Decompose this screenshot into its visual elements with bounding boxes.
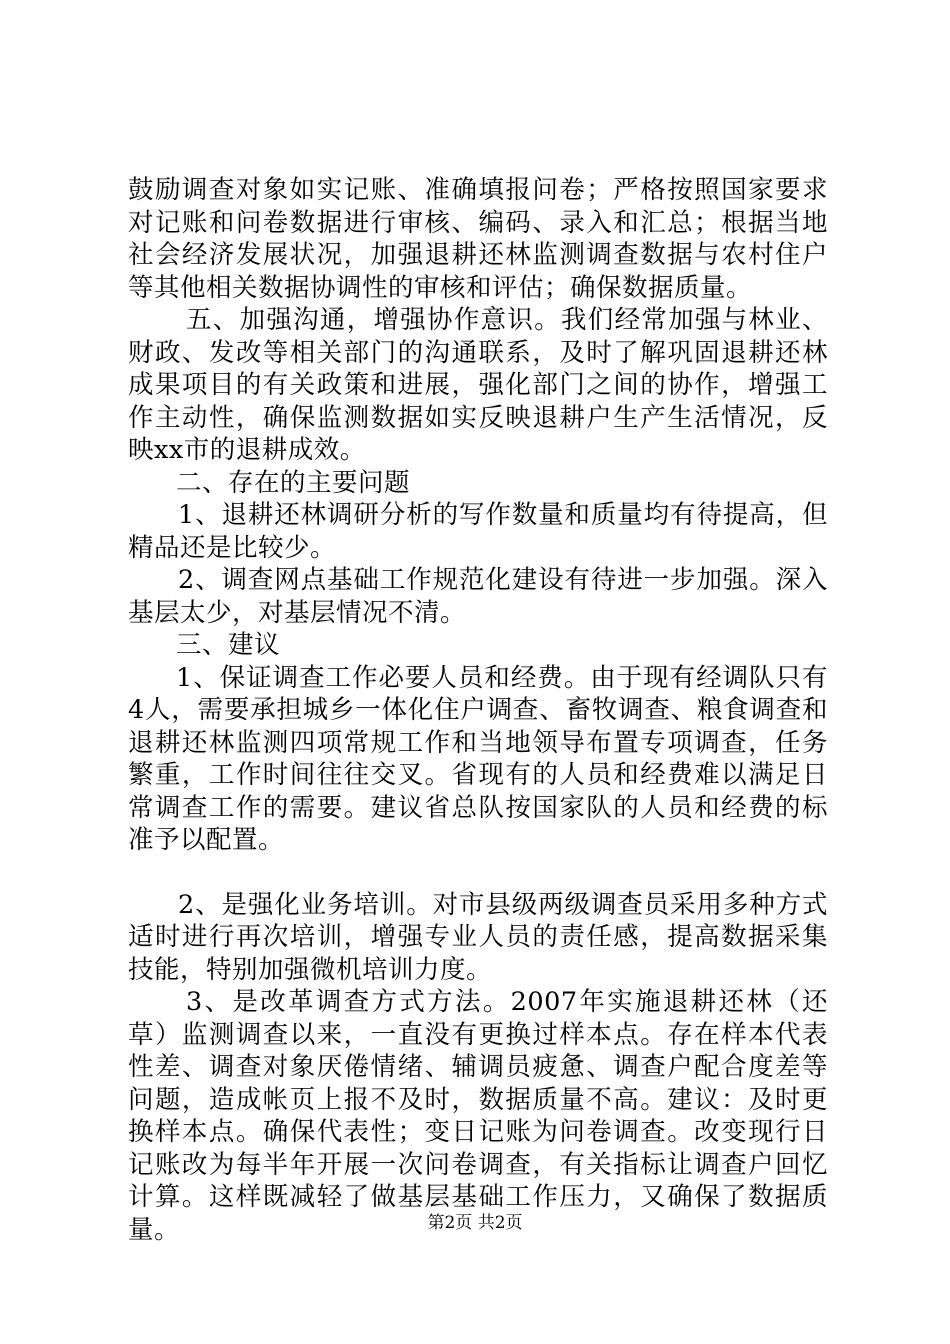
paragraph-communication: 五、加强沟通，增强协作意识。我们经常加强与林业、财政、发改等相关部门的沟通联系，及时了解巩固退耕还林成果项目的有关政策和进展，强化部门之间的协作，增强工作主动性，确保监测数据如实反映退耕户生产生活情况，反映xx市的退耕成效。: [128, 305, 828, 465]
paragraph-problem-2: 2、调查网点基础工作规范化建设有待进一步加强。深入基层太少，对基层情况不清。: [128, 565, 828, 628]
paragraph-suggestion-1: 1、保证调查工作必要人员和经费。由于现有经调队只有4人，需要承担城乡一体化住户调查、畜牧调查、粮食调查和退耕还林监测四项常规工作和当地领导布置专项调查，任务繁重，工作时间往往交叉。省现有的人员和经费难以满足日常调查工作的需要。建议省总队按国家队的人员和经费的标准予以配置。: [128, 662, 828, 855]
paragraph-data-quality: 鼓励调查对象如实记账、准确填报问卷；严格按照国家要求对记账和问卷数据进行审核、编码、录入和汇总；根据当地社会经济发展状况，加强退耕还林监测调查数据与农村住户等其他相关数据协调性的审核和评估；确保数据质量。: [128, 175, 828, 303]
page-number-footer: 第2页 共2页: [427, 1213, 523, 1233]
document-body: [128, 174, 828, 1246]
section-heading-suggestions: 三、建议: [176, 630, 281, 660]
paragraph-problem-1: 1、退耕还林调研分析的写作数量和质量均有待提高，但精品还是比较少。: [128, 500, 828, 563]
paragraph-spacer: [128, 857, 828, 889]
paragraph-suggestion-2: 2、是强化业务培训。对市县级两级调查员采用多种方式适时进行再次培训，增强专业人员的责任感，提高数据采集技能，特别加强微机培训力度。: [128, 889, 828, 985]
paragraph-suggestion-3: 3、是改革调查方式方法。2007年实施退耕还林（还草）监测调查以来，一直没有更换过样本点。存在样本代表性差、调查对象厌倦情绪、辅调员疲惫、调查户配合度差等问题，造成帐页上报不及时，数据质量不高。建议：及时更换样本点。确保代表性；变日记账为问卷调查。改变现行日记账改为每半年开展一次问卷调查，有关指标让调查户回忆计算。这样既减轻了做基层基础工作压力，又确保了数据质量。: [128, 987, 828, 1245]
section-heading-problems: 二、存在的主要问题: [176, 467, 411, 498]
